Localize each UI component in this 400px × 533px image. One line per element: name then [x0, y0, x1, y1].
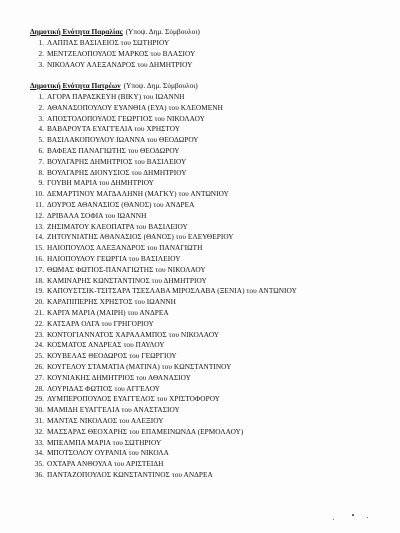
candidate-name: ΜΕΝΤΖΕΛΟΠΟΥΛΟΣ ΜΑΡΚΟΣ του ΒΛΑΣΙΟΥ	[47, 48, 196, 58]
list-item	[30, 373, 297, 384]
list-item	[30, 459, 297, 470]
candidate-name: ΚΟΥΒΕΛΑΣ ΘΕΟΔΩΡΟΣ του ΓΕΩΡΓΙΟΥ	[47, 351, 177, 361]
list-item	[30, 157, 297, 168]
list-item	[30, 448, 297, 459]
item-number: 19.	[34, 286, 44, 296]
candidate-name: ΚΑΡΑΠΙΠΕΡΗΣ ΧΡΗΣΤΟΣ του ΙΩΑΝΝΗ	[47, 297, 176, 307]
list-item	[30, 384, 297, 395]
item-number: 29.	[34, 394, 44, 404]
candidate-name: ΒΑΣΙΛΑΚΟΠΟΥΛΟΥ ΙΩΑΝΝΑ του ΘΕΟΔΩΡΟΥ	[47, 135, 199, 145]
candidate-name: ΚΑΠΟΥΣΤΣΙΚ-ΤΣΙΤΣΑΡΑ ΤΣΕΣΛΑΒΑ ΜΙΡΟΣΛΑΒΑ (ΞΕΝΙΑ) του ΑΝΤΩΝΙΟΥ	[47, 286, 297, 296]
candidate-name: ΟΧΤΑΡΑ ΑΝΘΟΥΛΑ του ΑΡΙΣΤΕΙΔΗ	[47, 459, 164, 469]
candidate-name: ΜΑΝΤΑΣ ΝΙΚΟΛΑΟΣ του ΑΛΕΞΙΟΥ	[47, 415, 164, 425]
item-number: 9.	[38, 178, 44, 188]
candidate-name: ΝΙΚΟΛΑΟΥ ΑΛΕΞΑΝΔΡΟΣ του ΔΗΜΗΤΡΙΟΥ	[47, 59, 193, 69]
section-name: Δημοτική Ενότητα Παραλίας	[30, 27, 123, 36]
item-number: 22.	[34, 318, 44, 328]
candidate-name: ΜΑΣΣΑΡΑΣ ΘΕΟΧΑΡΗΣ του ΕΠΑΜΕΙΝΩΝΔΑ (ΕΡΜΟΛΑΟΥ)	[47, 426, 244, 436]
candidate-name: ΛΟΥΡΙΔΑΣ ΦΩΤΙΟΣ του ΑΓΓΕΛΟΥ	[47, 383, 160, 393]
list-item	[30, 416, 297, 427]
candidate-name: ΗΛΙΟΠΟΥΛΟΥ ΓΕΩΡΓΙΑ του ΒΑΣΙΛΕΙΟΥ	[47, 253, 181, 263]
item-number: 36.	[34, 469, 44, 479]
list-item	[30, 405, 297, 416]
candidate-name: ΜΠΟΤΣΟΛΟΥ ΟΥΡΑΝΙΑ του ΝΙΚΟΛΑ	[47, 448, 169, 458]
item-number: 5.	[38, 135, 44, 145]
item-number: 27.	[34, 372, 44, 382]
item-number: 26.	[34, 361, 44, 371]
item-number: 33.	[34, 437, 44, 447]
item-number: 3.	[38, 59, 44, 69]
candidate-name: ΑΓΟΡΑ ΠΑΡΑΣΚΕΥΗ (ΒΙΚΥ) του ΙΩΑΝΝΗ	[47, 92, 185, 101]
list-item	[30, 146, 297, 157]
item-number: 24.	[34, 340, 44, 350]
list-item	[30, 308, 297, 319]
item-number: 1.	[38, 38, 44, 47]
list-item	[30, 351, 297, 362]
item-number: 8.	[38, 167, 44, 177]
candidate-name: ΔΕΜΑΡΤΙΝΟΥ ΜΑΓΔΑΛΗΝΗ (ΜΑΓΚΥ) του ΑΝΤΩΝΙΟΥ	[47, 189, 229, 199]
item-number: 23.	[34, 329, 44, 339]
candidate-name: ΒΟΥΛΓΑΡΗΣ ΔΙΟΝΥΣΙΟΣ του ΔΗΜΗΤΡΙΟΥ	[47, 167, 187, 177]
item-number: 31.	[34, 415, 44, 425]
candidate-name: ΜΑΜΙΔΗ ΕΥΑΓΓΕΛΙΑ του ΑΝΑΣΤΑΣΙΟΥ	[47, 405, 180, 415]
candidate-name: ΜΠΕΛΜΠΑ ΜΑΡΙΑ του ΣΩΤΗΡΙΟΥ	[47, 437, 162, 447]
item-number: 28.	[34, 383, 44, 393]
list-item	[30, 276, 297, 287]
section-name: Δημοτική Ενότητα Πατρέων	[30, 81, 121, 90]
item-number: 3.	[38, 113, 44, 123]
list-item	[30, 319, 297, 330]
list-item	[30, 200, 297, 211]
item-number: 2.	[38, 102, 44, 112]
item-number: 2.	[38, 48, 44, 58]
candidate-name: ΖΗΣΙΜΑΤΟΥ ΚΛΕΟΠΑΤΡΑ του ΒΑΣΙΛΕΙΟΥ	[47, 221, 188, 231]
section-note: (Υποψ. Δημ. Σύμβουλοι)	[125, 27, 200, 36]
list-item	[30, 92, 297, 103]
list-item	[30, 243, 297, 254]
candidate-name: ΔΟΥΡΟΣ ΑΘΑΝΑΣΙΟΣ (ΘΑΝΟΣ) του ΑΝΔΡΕΑ	[47, 199, 195, 209]
list-item	[30, 232, 297, 243]
list-item	[30, 211, 297, 222]
list-item	[30, 189, 297, 200]
item-number: 10.	[34, 189, 44, 199]
candidate-name: ΚΟΥΝΙΑΚΗΣ ΔΗΜΗΤΡΙΟΣ του ΑΘΑΝΑΣΙΟΥ	[47, 372, 191, 382]
item-number: 20.	[34, 297, 44, 307]
candidate-name: ΓΟΥΒΗ ΜΑΡΙΑ του ΔΗΜΗΤΡΙΟΥ	[47, 178, 154, 188]
section-title	[30, 27, 200, 36]
candidate-name: ΚΟΥΓΕΛΟΥ ΣΤΑΜΑΤΙΑ (ΜΑΤΙΝΑ) του ΚΩΝΣΤΑΝΤΙΝΟΥ	[47, 361, 232, 371]
section-paralia	[30, 27, 200, 70]
candidate-name: ΚΑΡΓΑ ΜΑΡΙΑ (ΜΑΙΡΗ) του ΑΝΔΡΕΑ	[47, 307, 169, 317]
list-item	[30, 49, 200, 60]
candidate-name: ΑΘΑΝΑΣΟΠΟΥΛΟΥ ΕΥΑΝΘΙΑ (ΕΥΑ) του ΚΛΕΟΜΕΝΗ	[47, 102, 223, 112]
candidate-name: ΗΛΙΟΠΟΥΛΟΣ ΑΛΕΞΑΝΔΡΟΣ του ΠΑΝΑΓΙΩΤΗ	[47, 243, 203, 253]
item-number: 17.	[34, 264, 44, 274]
candidate-name: ΖΗΤΟΥΝΙΑΤΗΣ ΑΘΑΝΑΣΙΟΣ (ΘΑΝΟΣ) του ΕΛΕΥΘΕΡΙΟΥ	[47, 232, 234, 242]
list-item	[30, 103, 297, 114]
list-item	[30, 330, 297, 341]
list-item	[30, 297, 297, 308]
list-item	[30, 286, 297, 297]
candidate-name: ΚΑΤΣΑΡΑ ΟΛΓΑ του ΓΡΗΓΟΡΙΟΥ	[47, 318, 154, 328]
list-item	[30, 135, 297, 146]
list-item	[30, 178, 297, 189]
list-item	[30, 394, 297, 405]
item-number: 4.	[38, 124, 44, 134]
item-number: 32.	[34, 426, 44, 436]
list-item	[30, 60, 200, 71]
list-item	[30, 254, 297, 265]
list-item	[30, 427, 297, 438]
candidate-name: ΑΠΟΣΤΟΛΟΠΟΥΛΟΣ ΓΕΩΡΓΙΟΣ του ΝΙΚΟΛΑΟΥ	[47, 113, 205, 123]
list-item	[30, 265, 297, 276]
candidate-list	[30, 92, 297, 481]
candidate-list	[30, 38, 200, 70]
item-number: 7.	[38, 156, 44, 166]
section-title	[30, 81, 297, 90]
item-number: 13.	[34, 221, 44, 231]
candidate-name: ΛΑΠΠΑΣ ΒΑΣΙΛΕΙΟΣ του ΣΩΤΗΡΙΟΥ	[47, 38, 170, 47]
candidate-name: ΚΟΣΜΑΤΟΣ ΑΝΔΡΕΑΣ του ΠΑΥΛΟΥ	[47, 340, 165, 350]
item-number: 30.	[34, 405, 44, 415]
candidate-name: ΒΟΥΛΓΑΡΗΣ ΔΗΜΗΤΡΙΟΣ του ΒΑΣΙΛΕΙΟΥ	[47, 156, 187, 166]
candidate-name: ΒΑΦΕΑΣ ΠΑΝΑΓΙΩΤΗΣ του ΘΕΟΔΩΡΟΥ	[47, 145, 180, 155]
list-item	[30, 168, 297, 179]
list-item	[30, 124, 297, 135]
candidate-name: ΚΟΝΤΟΓΙΑΝΝΑΤΟΣ ΧΑΡΑΛΑΜΠΟΣ του ΝΙΚΟΛΑΟΥ	[47, 329, 220, 339]
list-item	[30, 438, 297, 449]
candidate-name: ΘΩΜΑΣ ΦΩΤΙΟΣ-ΠΑΝΑΓΙΩΤΗΣ του ΝΙΚΟΛΑΟΥ	[47, 264, 206, 274]
item-number: 34.	[34, 448, 44, 458]
section-note: (Υποψ. Δημ. Σύμβουλοι)	[123, 81, 198, 90]
item-number: 11.	[35, 199, 44, 209]
list-item	[30, 38, 200, 49]
list-item	[30, 470, 297, 481]
item-number: 12.	[34, 210, 44, 220]
item-number: 1.	[38, 92, 44, 101]
list-item	[30, 114, 297, 125]
item-number: 21.	[34, 307, 44, 317]
candidate-name: ΔΡΙΒΑΛΑ ΣΟΦΙΑ του ΙΩΑΝΝΗ	[47, 210, 147, 220]
item-number: 25.	[34, 351, 44, 361]
scan-speck	[352, 514, 354, 516]
item-number: 6.	[38, 145, 44, 155]
scan-speck	[333, 519, 334, 520]
item-number: 15.	[34, 243, 44, 253]
list-item	[30, 362, 297, 373]
candidate-name: ΠΑΝΤΑΖΟΠΟΥΛΟΣ ΚΩΝΣΤΑΝΤΙΝΟΣ του ΑΝΔΡΕΑ	[47, 469, 213, 479]
candidate-name: ΒΑΒΑΡΟΥΤΑ ΕΥΑΓΓΕΛΙΑ του ΧΡΗΣΤΟΥ	[47, 124, 181, 134]
section-patreon	[30, 81, 297, 481]
list-item	[30, 222, 297, 233]
item-number: 35.	[34, 459, 44, 469]
list-item	[30, 340, 297, 351]
candidate-name: ΚΑΜΙΝΑΡΗΣ ΚΩΝΣΤΑΝΤΙΝΟΣ του ΔΗΜΗΤΡΙΟΥ	[47, 275, 207, 285]
scan-speck	[367, 517, 368, 518]
candidate-name: ΛΥΜΠΕΡΟΠΟΥΛΟΣ ΕΥΑΓΓΕΛΟΣ του ΧΡΙΣΤΟΦΟΡΟΥ	[47, 394, 221, 404]
item-number: 18.	[34, 275, 44, 285]
item-number: 16.	[34, 253, 44, 263]
item-number: 14.	[34, 232, 44, 242]
